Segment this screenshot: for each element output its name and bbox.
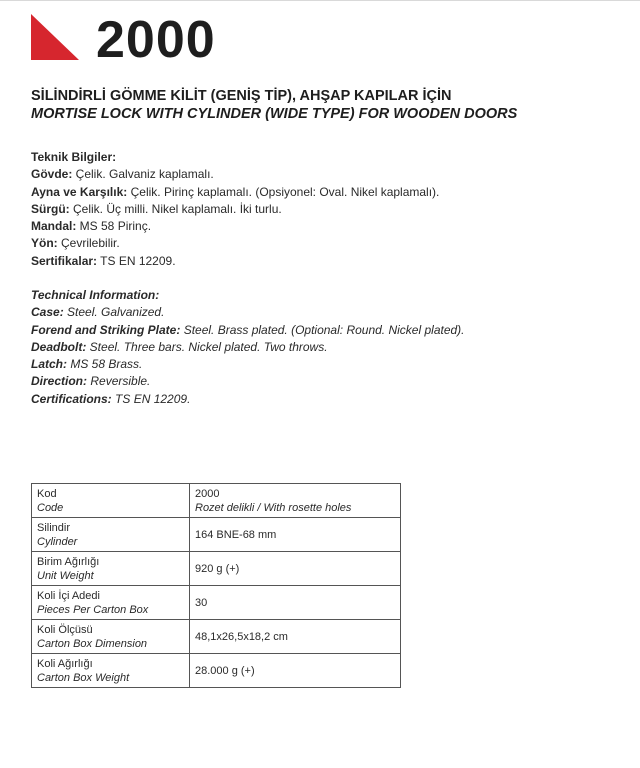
spec-line: Case: Steel. Galvanized. bbox=[31, 305, 165, 320]
row-value: 164 BNE-68 mm bbox=[190, 518, 401, 552]
technical-info-en bbox=[31, 287, 465, 408]
table-row bbox=[32, 484, 401, 518]
table-row bbox=[32, 552, 401, 586]
spec-line: Sürgü: Çelik. Üç milli. Nikel kaplamalı. İki turlu. bbox=[31, 201, 282, 216]
table-row bbox=[32, 654, 401, 688]
row-value: 30 bbox=[190, 586, 401, 620]
product-title-en: MORTISE LOCK WITH CYLINDER (WIDE TYPE) FOR WOODEN DOORS bbox=[31, 106, 518, 122]
row-label: Koli Ağırlığı Carton Box Weight bbox=[32, 654, 190, 688]
row-value: 48,1x26,5x18,2 cm bbox=[190, 620, 401, 654]
spec-line: Sertifikalar: TS EN 12209. bbox=[31, 253, 176, 268]
spec-line: Ayna ve Karşılık: Çelik. Pirinç kaplamalı. (Opsiyonel: Oval. Nikel kaplamalı). bbox=[31, 184, 440, 199]
spec-line: Certifications: TS EN 12209. bbox=[31, 391, 191, 406]
product-info-table bbox=[31, 483, 401, 688]
row-label: Koli Ölçüsü Carton Box Dimension bbox=[32, 620, 190, 654]
row-value: 920 g (+) bbox=[190, 552, 401, 586]
spec-line: Forend and Striking Plate: Steel. Brass plated. (Optional: Round. Nickel plated). bbox=[31, 322, 465, 337]
spec-line: Latch: MS 58 Brass. bbox=[31, 357, 143, 372]
table-row bbox=[32, 586, 401, 620]
spec-line: Direction: Reversible. bbox=[31, 374, 151, 389]
top-divider bbox=[0, 0, 640, 1]
row-label: Kod Code bbox=[32, 484, 190, 518]
table-row bbox=[32, 518, 401, 552]
row-label: Koli İçi Adedi Pieces Per Carton Box bbox=[32, 586, 190, 620]
row-label: Silindir Cylinder bbox=[32, 518, 190, 552]
technical-info-tr bbox=[31, 149, 439, 270]
spec-line: Mandal: MS 58 Pirinç. bbox=[31, 219, 152, 234]
model-number: 2000 bbox=[96, 11, 216, 69]
product-title-tr: SİLİNDİRLİ GÖMME KİLİT (GENİŞ TİP), AHŞAP KAPILAR İÇİN bbox=[31, 88, 452, 104]
spec-line: Deadbolt: Steel. Three bars. Nickel plated. Two throws. bbox=[31, 339, 328, 354]
spec-line: Gövde: Çelik. Galvaniz kaplamalı. bbox=[31, 167, 214, 182]
spec-heading: Technical Information: bbox=[31, 288, 160, 302]
spec-line: Yön: Çevrilebilir. bbox=[31, 236, 120, 251]
row-value: 2000 Rozet delikli / With rosette holes bbox=[190, 484, 401, 518]
table-row bbox=[32, 620, 401, 654]
row-label: Birim Ağırlığı Unit Weight bbox=[32, 552, 190, 586]
spec-heading: Teknik Bilgiler: bbox=[31, 150, 117, 164]
row-value: 28.000 g (+) bbox=[190, 654, 401, 688]
brand-triangle-logo bbox=[31, 14, 79, 60]
